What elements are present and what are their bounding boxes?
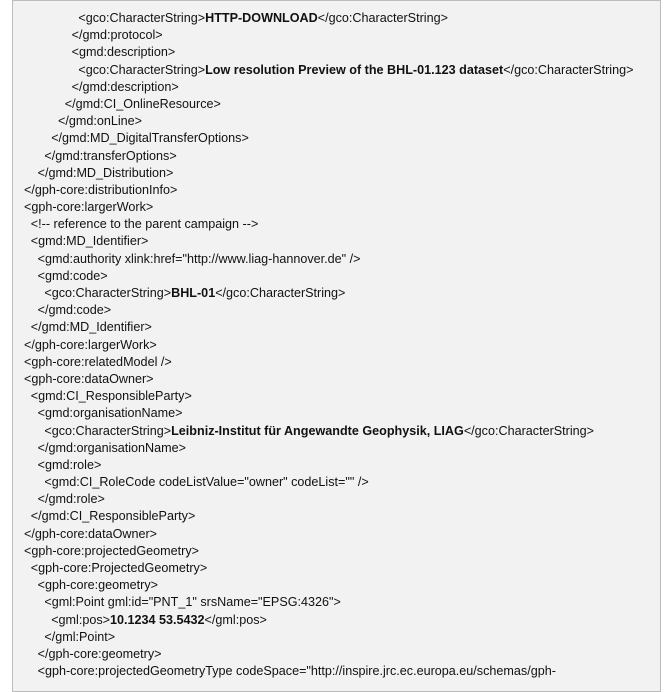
code-value: HTTP-DOWNLOAD xyxy=(205,11,318,25)
code-text: </gph-core:distributionInfo> xyxy=(24,182,178,197)
code-line xyxy=(13,251,660,268)
code-text: <gph-core:geometry> xyxy=(37,578,159,593)
code-line xyxy=(13,646,660,663)
code-value: 10.1234 53.5432 xyxy=(110,612,205,627)
code-text: </gco:CharacterString> xyxy=(463,423,595,438)
code-text: </gmd:MD_Distribution> xyxy=(37,165,174,180)
code-value: Leibniz-Institut für Angewandte Geophysik, LIAG xyxy=(171,423,464,438)
code-text: </gco:CharacterString> xyxy=(503,62,634,77)
code-listing-box xyxy=(12,0,661,692)
code-line xyxy=(13,371,660,388)
code-line xyxy=(13,474,660,491)
code-line xyxy=(13,44,660,61)
code-line xyxy=(13,457,660,474)
code-line xyxy=(13,10,660,27)
code-text: </gmd:organisationName> xyxy=(37,440,187,455)
code-line xyxy=(13,27,660,44)
code-line xyxy=(13,319,660,336)
code-text: </gmd:code> xyxy=(37,303,112,318)
code-line xyxy=(13,508,660,525)
code-line xyxy=(13,337,660,354)
code-text: <gco:CharacterString> xyxy=(78,62,206,77)
code-line xyxy=(13,543,660,560)
code-line xyxy=(13,302,660,319)
xml-code-block xyxy=(13,10,660,680)
code-text: <gco:CharacterString> xyxy=(44,423,172,438)
code-line xyxy=(13,526,660,543)
code-line xyxy=(13,491,660,508)
code-line xyxy=(13,663,660,680)
code-text: <gph-core:ProjectedGeometry> xyxy=(30,561,208,575)
code-line xyxy=(13,594,660,611)
code-text: </gml:Point> xyxy=(44,629,116,644)
code-text: <gmd:MD_Identifier> xyxy=(30,234,149,249)
code-line xyxy=(13,354,660,371)
code-text: </gph-core:geometry> xyxy=(37,646,162,661)
code-line xyxy=(13,216,660,233)
code-text: </gmd:MD_DigitalTransferOptions> xyxy=(51,131,249,146)
code-line xyxy=(13,268,660,285)
code-text: </gml:pos> xyxy=(204,612,267,627)
code-line xyxy=(13,560,660,577)
code-text: </gph-core:dataOwner> xyxy=(24,526,158,541)
code-value: Low resolution Preview of the BHL-01.123 dataset xyxy=(205,62,504,77)
code-text: <gco:CharacterString> xyxy=(44,286,172,300)
code-line xyxy=(13,113,660,130)
code-text: </gmd:transferOptions> xyxy=(44,148,177,163)
code-line xyxy=(13,612,660,629)
code-text: </gmd:CI_ResponsibleParty> xyxy=(30,509,196,524)
code-line xyxy=(13,285,660,302)
code-line xyxy=(13,79,660,96)
code-text: <gph-core:largerWork> xyxy=(24,200,154,215)
code-line xyxy=(13,182,660,199)
code-text: </gmd:onLine> xyxy=(58,114,143,129)
code-text: <!-- reference to the parent campaign --> xyxy=(30,217,259,232)
code-text: <gml:pos> xyxy=(51,612,110,627)
code-line xyxy=(13,577,660,594)
code-text: </gmd:protocol> xyxy=(71,28,163,43)
code-text: <gph-core:dataOwner> xyxy=(24,371,154,386)
code-text: <gmd:CI_RoleCode codeListValue="owner" codeList="" /> xyxy=(44,475,369,490)
code-line xyxy=(13,440,660,457)
code-line xyxy=(13,96,660,113)
code-text: <gph-core:projectedGeometry> xyxy=(24,543,200,558)
code-line xyxy=(13,405,660,422)
code-line xyxy=(13,62,660,79)
code-text: <gph-core:projectedGeometryType codeSpace="http://inspire.jrc.ec.europa.eu/schemas/gph- xyxy=(37,664,556,679)
code-line xyxy=(13,233,660,250)
code-text: </gph-core:largerWork> xyxy=(24,337,157,352)
code-text: <gml:Point gml:id="PNT_1" srsName="EPSG:4326"> xyxy=(44,595,341,610)
code-text: <gmd:code> xyxy=(37,268,108,283)
code-line xyxy=(13,165,660,182)
code-text: <gco:CharacterString> xyxy=(78,11,206,25)
code-text: </gco:CharacterString> xyxy=(317,11,448,25)
code-text: <gmd:role> xyxy=(37,457,102,472)
code-text: </gmd:description> xyxy=(71,79,179,94)
code-text: </gmd:MD_Identifier> xyxy=(30,320,152,335)
code-text: <gph-core:relatedModel /> xyxy=(24,354,172,369)
code-line xyxy=(13,148,660,165)
code-text: <gmd:CI_ResponsibleParty> xyxy=(30,389,192,404)
code-value: BHL-01 xyxy=(171,286,216,300)
code-line xyxy=(13,388,660,405)
code-text: <gmd:organisationName> xyxy=(37,406,183,421)
code-text: <gmd:description> xyxy=(71,45,176,60)
code-text: </gco:CharacterString> xyxy=(215,286,346,300)
code-text: </gmd:CI_OnlineResource> xyxy=(64,96,221,111)
code-line xyxy=(13,130,660,147)
code-text: </gmd:role> xyxy=(37,492,105,507)
code-line xyxy=(13,629,660,646)
code-text: <gmd:authority xlink:href="http://www.liag-hannover.de" /> xyxy=(37,251,361,266)
code-line xyxy=(13,423,660,440)
code-line xyxy=(13,199,660,216)
